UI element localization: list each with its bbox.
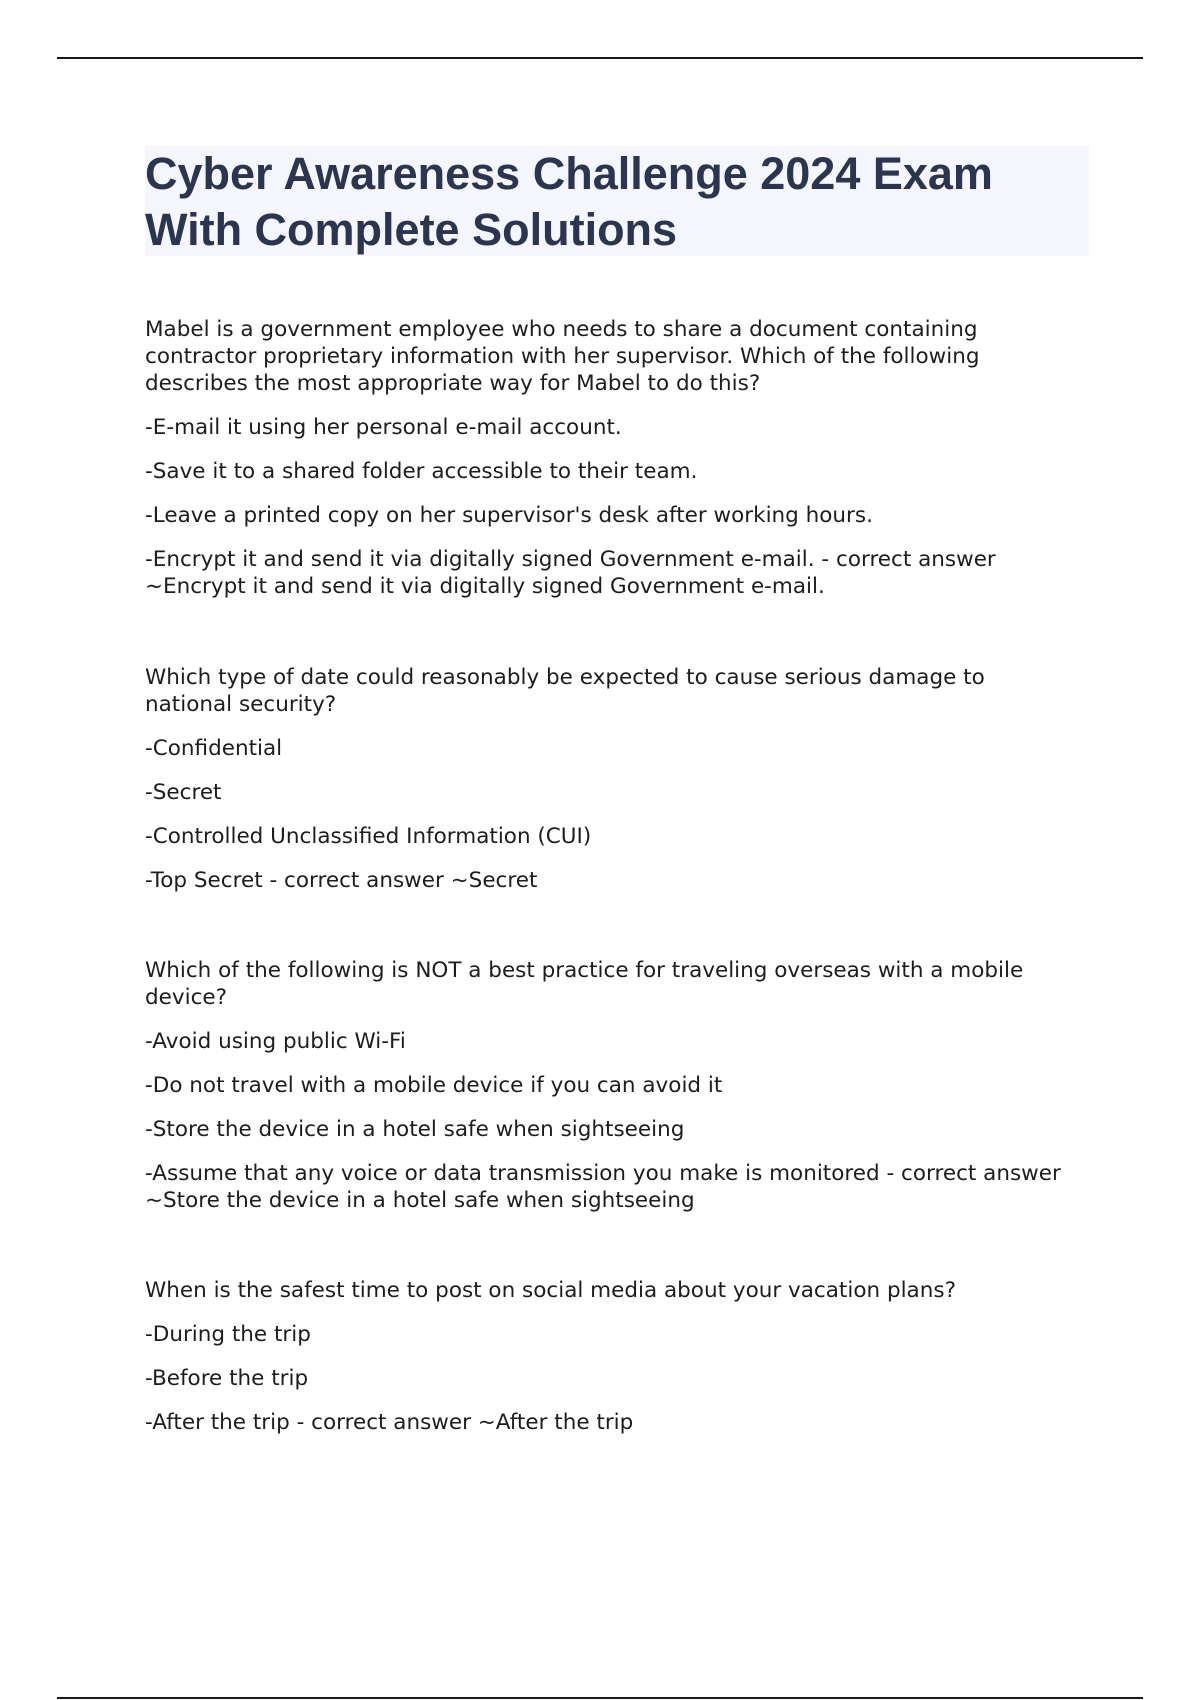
answer-option: -E-mail it using her personal e-mail account. (145, 415, 622, 440)
answer-option: -Avoid using public Wi-Fi (145, 1029, 406, 1054)
answer-option: -Do not travel with a mobile device if you can avoid it (145, 1073, 723, 1098)
answer-option-with-solution: -Top Secret - correct answer ~Secret (145, 868, 538, 893)
title-line-2: With Complete Solutions (145, 204, 678, 255)
question-block-1 (145, 316, 1075, 617)
title-banner (145, 146, 1089, 256)
answer-option: -Leave a printed copy on her supervisor's desk after working hours. (145, 503, 873, 528)
question-text: Which of the following is NOT a best practice for traveling overseas with a mobile device? (145, 958, 1024, 1010)
answer-option: -Secret (145, 780, 222, 805)
answer-option: -Before the trip (145, 1366, 309, 1391)
question-text: Which type of date could reasonably be expected to cause serious damage to national security? (145, 665, 985, 717)
answer-option: -Save it to a shared folder accessible to their team. (145, 459, 698, 484)
question-block-4 (145, 1277, 1075, 1453)
page-title (145, 146, 1089, 258)
top-divider (57, 57, 1143, 59)
answer-option-with-solution: -After the trip - correct answer ~After the trip (145, 1410, 634, 1435)
question-text: Mabel is a government employee who needs to share a document containing contractor proprietary information with her supervisor. Which of the following describes the most appropriate way for Mabel to do this? (145, 317, 980, 396)
answer-option-with-solution: -Encrypt it and send it via digitally signed Government e-mail. - correct answer ~Encrypt it and send it via digitally signed Government e-mail. (145, 547, 996, 599)
question-text: When is the safest time to post on social media about your vacation plans? (145, 1278, 956, 1303)
answer-option: -During the trip (145, 1322, 311, 1347)
question-block-2 (145, 664, 1075, 911)
title-line-1: Cyber Awareness Challenge 2024 Exam (145, 148, 993, 199)
answer-option: -Controlled Unclassified Information (CUI) (145, 824, 592, 849)
bottom-divider (57, 1697, 1143, 1699)
question-block-3 (145, 957, 1075, 1231)
answer-option: -Confidential (145, 736, 283, 761)
answer-option: -Store the device in a hotel safe when sightseeing (145, 1117, 685, 1142)
answer-option-with-solution: -Assume that any voice or data transmission you make is monitored - correct answer ~Store the device in a hotel safe when sightseeing (145, 1161, 1061, 1213)
